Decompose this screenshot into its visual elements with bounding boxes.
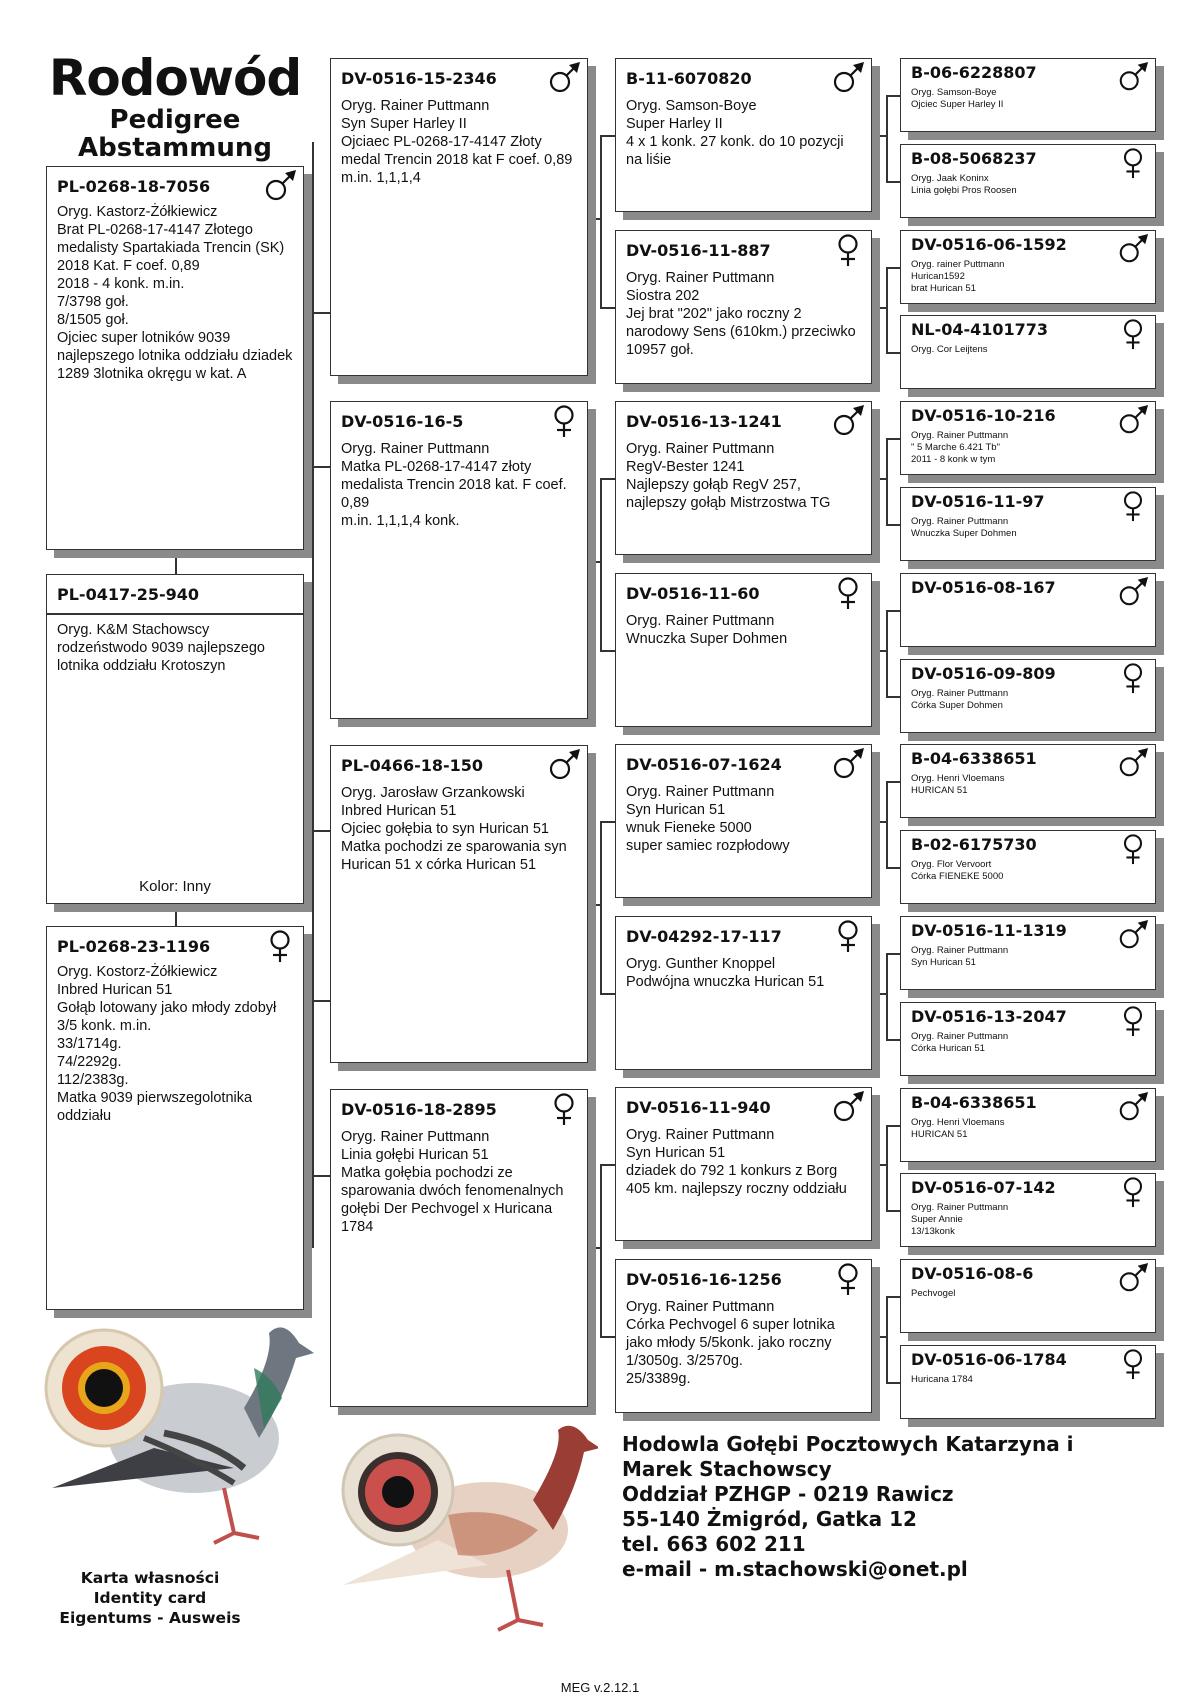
father-card [46,166,304,550]
breeder-section: Oddział PZHGP - 0219 Rawicz [622,1482,954,1506]
male-symbol-icon [263,169,297,203]
connector-line [886,95,900,97]
great-grandparent-card [900,1259,1156,1333]
connector-line [600,307,615,309]
ring-number: DV-04292-17-117 [626,927,782,946]
ring-number: B-02-6175730 [911,835,1037,854]
connector-line [872,307,886,309]
parent-card [330,58,588,376]
connector-line [600,478,615,480]
ring-number: B-04-6338651 [911,1093,1037,1112]
pigeon-photo-left [44,1318,324,1568]
connector-line [886,1210,900,1212]
connector-line [886,1296,888,1382]
pigeon-description: Oryg. Rainer Puttmann Córka Super Dohmen [911,688,1009,711]
great-grandparent-card [900,315,1156,389]
connector-line [872,1336,886,1338]
connector-line [886,1296,900,1298]
connector-line [175,550,177,574]
connector-line [886,781,888,867]
great-grandparent-card [900,487,1156,561]
ring-number: DV-0516-15-2346 [341,69,497,88]
connector-line [600,1164,615,1166]
connector-line [886,1125,888,1210]
page-title: Rodowód [48,49,302,107]
breeder-email: e-mail - m.stachowski@onet.pl [622,1557,968,1581]
pigeon-description: Oryg. Flor Vervoort Córka FIENEKE 5000 [911,859,1004,882]
page-subtitle-de: Abstammung [78,133,272,163]
connector-line [872,135,886,137]
ring-number: B-04-6338651 [911,749,1037,768]
color-label: Kolor: Inny [139,878,211,895]
ring-number: DV-0516-07-142 [911,1178,1056,1197]
great-grandparent-card [900,401,1156,475]
female-symbol-icon [547,1092,581,1126]
connector-line [872,478,886,480]
male-symbol-icon [547,748,581,782]
ring-number: DV-0516-07-1624 [626,755,782,774]
pigeon-description: Oryg. Samson-Boye Super Harley II 4 x 1 konk. 27 konk. do 10 pozycji na liśie [626,98,844,168]
female-symbol-icon [831,576,865,610]
great-grandparent-card [900,659,1156,733]
connector-line [600,135,602,307]
connector-line [588,561,600,563]
pigeon-description: Oryg. Cor Leijtens [911,344,988,355]
connector-line [588,904,600,906]
ring-number: DV-0516-10-216 [911,406,1056,425]
parent-card [330,1089,588,1407]
ring-number: DV-0516-08-167 [911,578,1056,597]
connector-line [886,1039,900,1041]
ring-number: DV-0516-11-1319 [911,921,1067,940]
identity-card-pl: Karta własności [80,1569,220,1587]
great-grandparent-card [900,230,1156,304]
page-subtitle-en: Pedigree [109,105,241,135]
connector-line [886,781,900,783]
grandparent-card [615,916,872,1070]
pigeon-description: Oryg. Rainer Puttmann " 5 Marche 6.421 Tb" 2011 - 8 konk w tym [911,430,1009,465]
breeder-name: Hodowla Gołębi Pocztowych Katarzyna i Marek Stachowscy [622,1432,1074,1481]
pigeon-neck [533,1426,598,1530]
pigeon-description: Oryg. Rainer Puttmann Córka Hurican 51 [911,1031,1009,1054]
great-grandparent-card [900,1088,1156,1162]
eye-pupil [85,1369,123,1407]
great-grandparent-card [900,1345,1156,1419]
connector-line [872,821,886,823]
male-symbol-icon [547,61,581,95]
connector-line [600,821,615,823]
pigeon-description: Pechvogel [911,1288,956,1299]
connector-line [886,610,888,696]
parent-card [330,745,588,1063]
connector-line [872,650,886,652]
ring-number: B-11-6070820 [626,69,752,88]
connector-line [886,696,900,698]
pigeon-description: Oryg. Samson-Boye Ojciec Super Harley II [911,87,1004,110]
pigeon-description: Oryg. Kastorz-Żółkiewicz Brat PL-0268-17-4147 Złotego medalisty Spartakiada Trencin (SK) 2018 Kat. F coef. 0,89 2018 - 4 konk. m.in. 7/3798 goł. 8/1505 goł. Ojciec super lotników 9039 najlepszego lotnika oddziału dziadek 1289 3lotnika okręgu w kat. A [57,204,293,382]
pigeon-photo-right [338,1420,598,1650]
grandparent-card [615,1259,872,1413]
male-symbol-icon [1117,576,1149,608]
connector-line [175,904,177,926]
pigeon-description: Oryg. Rainer Puttmann Wnuczka Super Dohmen [626,613,788,647]
pigeon-neck [244,1327,314,1438]
connector-line [886,95,888,181]
connector-line [304,312,330,314]
pigeon-description: Oryg. Rainer Puttmann Super Annie 13/13konk [911,1202,1009,1237]
ring-number: DV-0516-06-1784 [911,1350,1067,1369]
ring-number: DV-0516-18-2895 [341,1100,497,1119]
pigeon-card [46,574,304,904]
female-symbol-icon [831,919,865,953]
connector-line [312,142,314,1248]
pigeon-feet [214,1488,259,1543]
ring-number: DV-0516-11-97 [911,492,1045,511]
pigeon-description: Oryg. Rainer Puttmann Syn Hurican 51 [911,945,1009,968]
pigeon-description: Oryg. Rainer Puttmann Matka PL-0268-17-4147 złoty medalista Trencin 2018 kat. F coef. 0,89 m.in. 1,1,1,4 konk. [341,441,567,529]
ring-number: DV-0516-11-60 [626,584,760,603]
connector-line [886,953,900,955]
pigeon-description: Oryg. Kostorz-Żółkiewicz Inbred Hurican 51 Gołąb lotowany jako młody zdobył 3/5 konk. m.in. 33/1714g. 74/2292g. 112/2383g. Matka 9039 pierwszegolotnika oddziału [57,964,277,1124]
great-grandparent-card [900,916,1156,990]
connector-line [312,830,330,832]
connector-line [886,1125,900,1127]
connector-line [886,438,900,440]
grandparent-card [615,744,872,898]
grandparent-card [615,230,872,384]
connector-line [600,1336,615,1338]
great-grandparent-card [900,744,1156,818]
connector-line [304,1000,330,1002]
pigeon-description: Oryg. Henri Vloemans HURICAN 51 [911,1117,1005,1140]
connector-line [312,1175,330,1177]
female-symbol-icon [831,233,865,267]
pigeon-description: Oryg. Jarosław Grzankowski Inbred Hurican 51 Ojciec gołębia to syn Hurican 51 Matka pochodzi ze sparowania syn Hurican 51 x córka Hurican 51 [341,785,567,873]
parent-card [330,401,588,719]
identity-card-en: Identity card [93,1589,207,1607]
ring-number: B-06-6228807 [911,63,1037,82]
great-grandparent-card [900,1002,1156,1076]
male-symbol-icon [831,404,865,438]
connector-line [886,953,888,1039]
connector-line [886,181,900,183]
pigeon-description: Oryg. rainer Puttmann Hurican1592 brat Hurican 51 [911,259,1005,294]
pigeon-description: Oryg. K&M Stachowscy rodzeństwodo 9039 najlepszego lotnika oddziału Krotoszyn [57,622,265,674]
connector-line [600,1164,602,1336]
great-grandparent-card [900,573,1156,647]
breeder-info [622,1432,1142,1582]
connector-line [600,821,602,993]
pigeon-description: Oryg. Rainer Puttmann RegV-Bester 1241 Najlepszy gołąb RegV 257, najlepszy gołąb Mistrzostwa TG [626,441,831,511]
ring-number: DV-0516-13-1241 [626,412,782,431]
female-symbol-icon [831,1262,865,1296]
ring-number: DV-0516-16-5 [341,412,464,431]
connector-line [600,135,615,137]
eye-pupil [382,1476,414,1508]
connector-line [588,218,600,220]
connector-line [600,478,602,650]
grandparent-card [615,58,872,212]
breeder-address: 55-140 Żmigród, Gatka 12 [622,1507,917,1531]
connector-line [312,466,330,468]
great-grandparent-card [900,1173,1156,1247]
great-grandparent-card [900,830,1156,904]
grandparent-card [615,1087,872,1241]
ring-number: PL-0417-25-940 [57,585,200,604]
ring-number: DV-0516-08-6 [911,1264,1034,1283]
female-symbol-icon [547,404,581,438]
pigeon-description: Oryg. Rainer Puttmann Syn Hurican 51 dziadek do 792 1 konkurs z Borg 405 km. najlepszy roczny oddziału [626,1127,847,1197]
identity-card-de: Eigentums - Ausweis [59,1609,241,1627]
ring-number: PL-0268-23-1196 [57,937,211,956]
ring-number: DV-0516-09-809 [911,664,1056,683]
connector-line [872,993,886,995]
connector-line [886,267,900,269]
software-version: MEG v.2.12.1 [560,1680,640,1695]
pigeon-description: Oryg. Henri Vloemans HURICAN 51 [911,773,1005,796]
ring-number: DV-0516-16-1256 [626,1270,782,1289]
ring-number: B-08-5068237 [911,149,1037,168]
pigeon-description: Oryg. Rainer Puttmann Syn Super Harley II Ojciaec PL-0268-17-4147 Złoty medal Trencin 2018 kat F coef. 0,89 m.in. 1,1,1,4 [341,98,573,186]
ring-number: DV-0516-06-1592 [911,235,1067,254]
pigeon-description: Oryg. Jaak Koninx Linia gołębi Pros Roosen [911,173,1017,196]
pigeon-description: Huricana 1784 [911,1374,973,1385]
ring-number: DV-0516-13-2047 [911,1007,1067,1026]
ring-number: DV-0516-11-887 [626,241,771,260]
connector-line [886,867,900,869]
connector-line [886,1382,900,1384]
male-symbol-icon [831,61,865,95]
connector-line [886,267,888,352]
identity-card-label [40,1568,260,1628]
pigeon-description: Oryg. Gunther Knoppel Podwójna wnuczka Hurican 51 [626,956,825,990]
male-symbol-icon [831,747,865,781]
header-divider [47,613,303,615]
breeder-phone: tel. 663 602 211 [622,1532,806,1556]
grandparent-card [615,573,872,727]
ring-number: NL-04-4101773 [911,320,1049,339]
female-symbol-icon [263,929,297,963]
connector-line [588,1247,600,1249]
pigeon-description: Oryg. Rainer Puttmann Siostra 202 Jej brat "202" jako roczny 2 narodowy Sens (610km.) przeciwko 10957 goł. [626,270,856,358]
great-grandparent-card [900,144,1156,218]
connector-line [872,1164,886,1166]
pigeon-description: Oryg. Rainer Puttmann Wnuczka Super Dohmen [911,516,1017,539]
connector-line [886,352,900,354]
ring-number: PL-0268-18-7056 [57,177,211,196]
mother-card [46,926,304,1310]
great-grandparent-card [900,58,1156,132]
connector-line [886,438,888,524]
title-block [40,50,310,162]
connector-line [600,650,615,652]
grandparent-card [615,401,872,555]
ring-number: DV-0516-11-940 [626,1098,771,1117]
connector-line [886,610,900,612]
pigeon-feet [498,1570,543,1630]
ring-number: PL-0466-18-150 [341,756,484,775]
male-symbol-icon [831,1090,865,1124]
pigeon-description: Oryg. Rainer Puttmann Linia gołębi Hurican 51 Matka gołębia pochodzi ze sparowania dwóch fenomenalnych gołębi Der Pechvogel x Huricana 1784 [341,1129,564,1235]
pigeon-description: Oryg. Rainer Puttmann Córka Pechvogel 6 super lotnika jako młody 5/5konk. jako roczny 1/3050g. 3/2570g. 25/3389g. [626,1299,835,1387]
connector-line [886,524,900,526]
connector-line [600,993,615,995]
pigeon-description: Oryg. Rainer Puttmann Syn Hurican 51 wnuk Fieneke 5000 super samiec rozpłodowy [626,784,790,854]
